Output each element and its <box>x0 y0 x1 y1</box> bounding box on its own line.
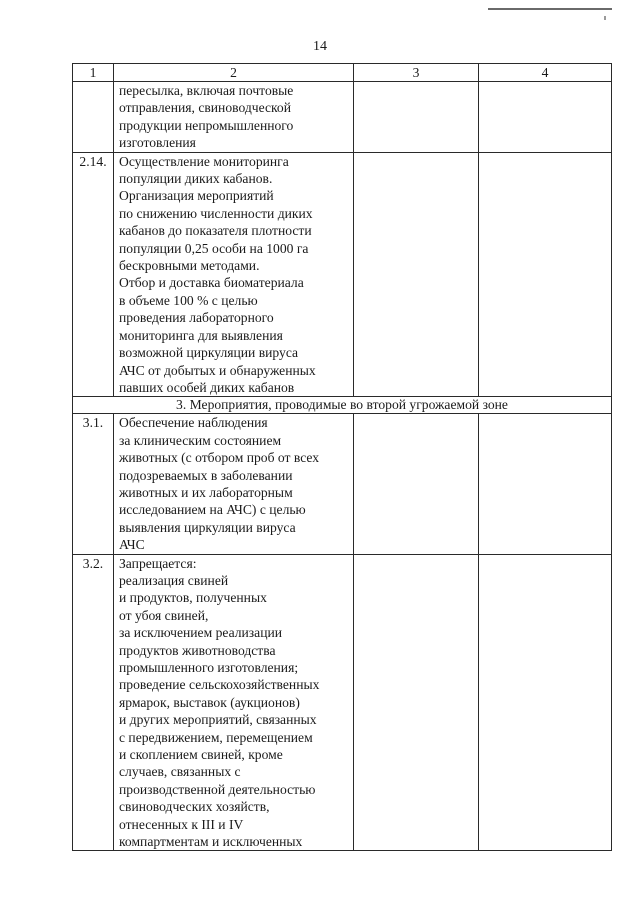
section-heading: 3. Мероприятия, проводимые во второй угрожаемой зоне <box>73 397 612 414</box>
header-col-1: 1 <box>73 64 114 82</box>
measures-table <box>72 63 612 851</box>
table-row <box>73 554 612 851</box>
row-text: Обеспечение наблюдения за клиническим состоянием животных (с отбором проб от всех подозреваемых в заболевании животных и их лабораторным исследованием на АЧС) с целью выявления циркуляции вируса АЧС <box>114 414 354 554</box>
row-number: 2.14. <box>73 152 114 397</box>
row-number <box>73 82 114 153</box>
table-row <box>73 82 612 153</box>
page-number: 14 <box>313 39 327 54</box>
table-row <box>73 414 612 554</box>
row-col4 <box>479 554 612 851</box>
scan-corner-mark <box>488 8 612 10</box>
header-col-2: 2 <box>114 64 354 82</box>
row-col3 <box>354 152 479 397</box>
row-col4 <box>479 152 612 397</box>
section-row <box>73 397 612 414</box>
row-text: пересылка, включая почтовые отправления, свиноводческой продукции непромышленного изготовления <box>114 82 354 153</box>
table-header-row <box>73 64 612 82</box>
row-text: Осуществление мониторинга популяции диких кабанов. Организация мероприятий по снижению численности диких кабанов до показателя плотности популяции 0,25 особи на 1000 га бескровными методами. Отбор и доставка биоматериала в объеме 100 % с целью проведения лабораторного мониторинга для выявления возможной циркуляции вируса АЧС от добытых и обнаруженных павших особей диких кабанов <box>114 152 354 397</box>
row-col4 <box>479 414 612 554</box>
row-number: 3.1. <box>73 414 114 554</box>
row-text: Запрещается: реализация свиней и продуктов, полученных от убоя свиней, за исключением реализации продуктов животноводства промышленного изготовления; проведение сельскохозяйственных ярмарок, выставок (аукционов) и других мероприятий, связанных с передвижением, перемещением и скоплением свиней, кроме случаев, связанных с производственной деятельностью свиноводческих хозяйств, отнесенных к III и IV компартментам и исключенных <box>114 554 354 851</box>
row-number: 3.2. <box>73 554 114 851</box>
row-col3 <box>354 82 479 153</box>
header-col-4: 4 <box>479 64 612 82</box>
table-row <box>73 152 612 397</box>
scan-corner-tick <box>604 16 606 20</box>
header-col-3: 3 <box>354 64 479 82</box>
row-col3 <box>354 554 479 851</box>
row-col4 <box>479 82 612 153</box>
row-col3 <box>354 414 479 554</box>
